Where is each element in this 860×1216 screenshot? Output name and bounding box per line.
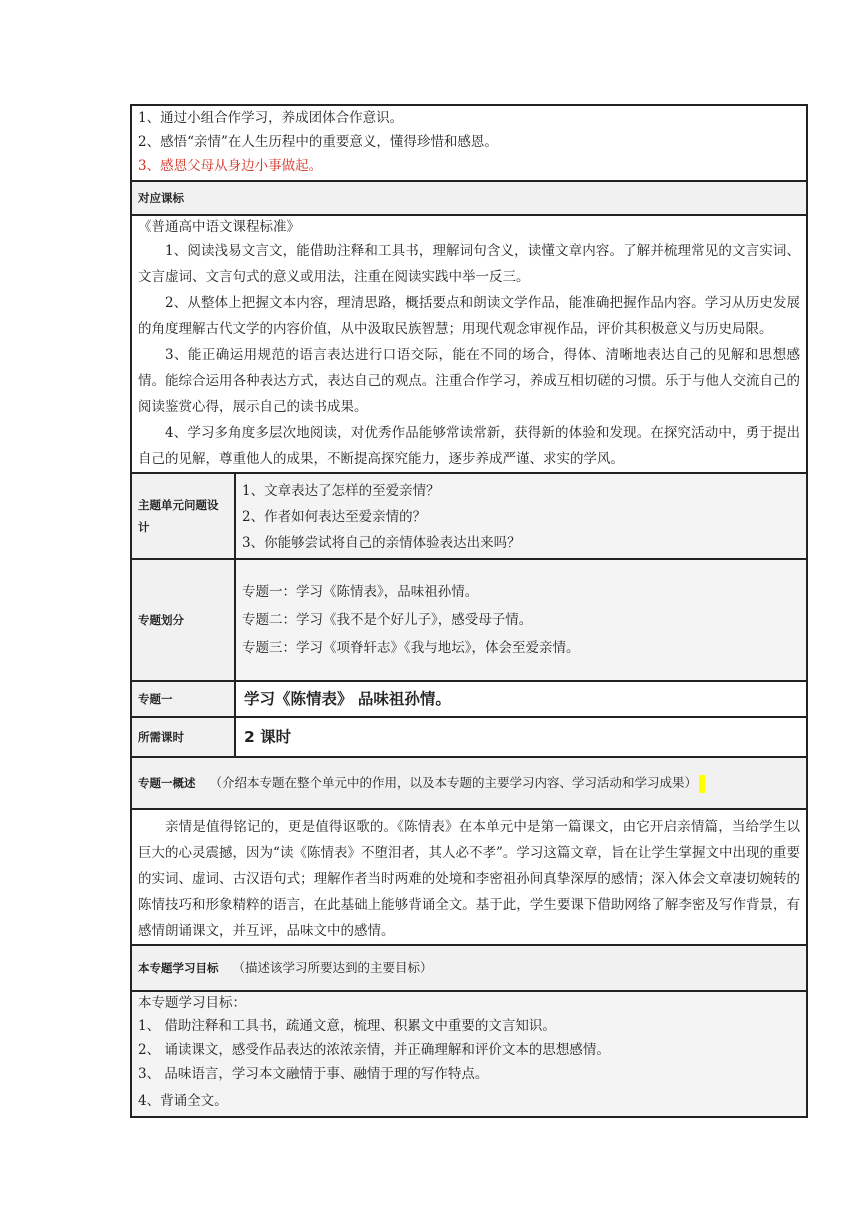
- questions-row: [131, 473, 807, 559]
- overview-text: 亲情是值得铭记的，更是值得讴歌的。《陈情表》在本单元中是第一篇课文，由它开启亲情篇，当给学生以巨大的心灵震撼，因为“读《陈情表》不堕泪者，其人必不孝”。学习这篇文章，旨在让学生掌握文中出现的重要的实词、虚词、古汉语句式；理解作者当时两难的处境和李密祖孙间真挚深厚的感情；深入体会文章凄切婉转的陈情技巧和形象精粹的语言，在此基础上能够背诵全文。基于此，学生要课下借助网络了解李密及写作背景，有感情朗诵课文，并互评，品味文中的感情。: [138, 819, 800, 939]
- objectives-title: 本专题学习目标：: [138, 995, 246, 1011]
- topics-label: 专题划分: [131, 559, 235, 681]
- overview-header: 专题一概述: [138, 776, 196, 790]
- topic-one-row: [131, 681, 807, 717]
- goals-row: [131, 105, 807, 181]
- topics-cell: [235, 559, 807, 681]
- goals-cell: [131, 105, 807, 181]
- objectives-header-cell: [131, 945, 807, 991]
- objectives-note: （描述该学习所要达到的主要目标）: [232, 960, 433, 975]
- topic-item-1: 专题一：学习《陈情表》，品味祖孙情。: [242, 584, 479, 600]
- topic-item-3: 专题三：学习《项脊轩志》《我与地坛》，体会至爱亲情。: [242, 640, 580, 656]
- standard-item-2: 2、从整体上把握文本内容，理清思路，概括要点和朗读文学作品，能准确把握作品内容。学习从历史发展的角度理解古代文学的内容价值，从中汲取民族智慧；用现代观念审视作品，评价其积极意义与历史局限。: [138, 295, 800, 337]
- hours-row: [131, 717, 807, 757]
- topic-one-value: 学习《陈情表》 品味祖孙情。: [235, 681, 807, 717]
- standards-header: 对应课标: [131, 181, 807, 215]
- objective-item-4: 4、背诵全文。: [138, 1093, 228, 1109]
- overview-header-row: [131, 757, 807, 809]
- topic-item-2: 专题二：学习《我不是个好儿子》，感受母子情。: [242, 612, 533, 628]
- standards-cell: [131, 215, 807, 473]
- overview-cell: [131, 809, 807, 945]
- objective-item-2: 2、 诵读课文，感受作品表达的浓浓亲情，并正确理解和评价文本的思想感情。: [138, 1042, 610, 1058]
- hours-value: 2 课时: [235, 717, 807, 757]
- standards-row: [131, 215, 807, 473]
- overview-row: [131, 809, 807, 945]
- objective-item-1: 1、 借助注释和工具书，疏通文意，梳理、积累文中重要的文言知识。: [138, 1018, 556, 1034]
- questions-label: 主题单元问题设计: [131, 473, 235, 559]
- standards-title: 《普通高中语文课程标准》: [138, 219, 300, 235]
- goal-item-1: 1、通过小组合作学习，养成团体合作意识。: [138, 110, 404, 126]
- topic-one-label: 专题一: [131, 681, 235, 717]
- standard-item-4: 4、学习多角度多层次地阅读，对优秀作品能够常读常新，获得新的体验和发现。在探究活动中，勇于提出自己的见解，尊重他人的成果，不断提高探究能力，逐步养成严谨、求实的学风。: [138, 425, 800, 467]
- lesson-plan-table: [130, 104, 808, 1118]
- goal-item-3: 3、感恩父母从身边小事做起。: [138, 158, 323, 174]
- objective-item-3: 3、 品味语言，学习本文融情于事、融情于理的写作特点。: [138, 1066, 489, 1082]
- standard-item-1: 1、阅读浅易文言文，能借助注释和工具书，理解词句含义，读懂文章内容。了解并梳理常见的文言实词、文言虚词、文言句式的意义或用法，注重在阅读实践中举一反三。: [138, 243, 800, 285]
- question-item-1: 1、文章表达了怎样的至爱亲情？: [242, 483, 440, 499]
- question-item-2: 2、作者如何表达至爱亲情的？: [242, 509, 427, 525]
- overview-header-cell: [131, 757, 807, 809]
- objectives-header-row: [131, 945, 807, 991]
- questions-cell: [235, 473, 807, 559]
- standards-header-row: [131, 181, 807, 215]
- highlight-mark: [699, 775, 705, 793]
- objectives-row: [131, 991, 807, 1117]
- goal-item-2: 2、感悟“亲情”在人生历程中的重要意义，懂得珍惜和感恩。: [138, 134, 498, 150]
- objectives-header: 本专题学习目标: [138, 961, 219, 975]
- standard-item-3: 3、能正确运用规范的语言表达进行口语交际，能在不同的场合，得体、清晰地表达自己的见解和思想感情。能综合运用各种表达方式，表达自己的观点。注重合作学习，养成互相切磋的习惯。乐于与他人交流自己的阅读鉴赏心得，展示自己的读书成果。: [138, 347, 800, 415]
- objectives-cell: [131, 991, 807, 1117]
- topics-row: [131, 559, 807, 681]
- question-item-3: 3、你能够尝试将自己的亲情体验表达出来吗？: [242, 535, 521, 551]
- overview-note: （介绍本专题在整个单元中的作用，以及本专题的主要学习内容、学习活动和学习成果）: [209, 775, 698, 790]
- hours-label: 所需课时: [131, 717, 235, 757]
